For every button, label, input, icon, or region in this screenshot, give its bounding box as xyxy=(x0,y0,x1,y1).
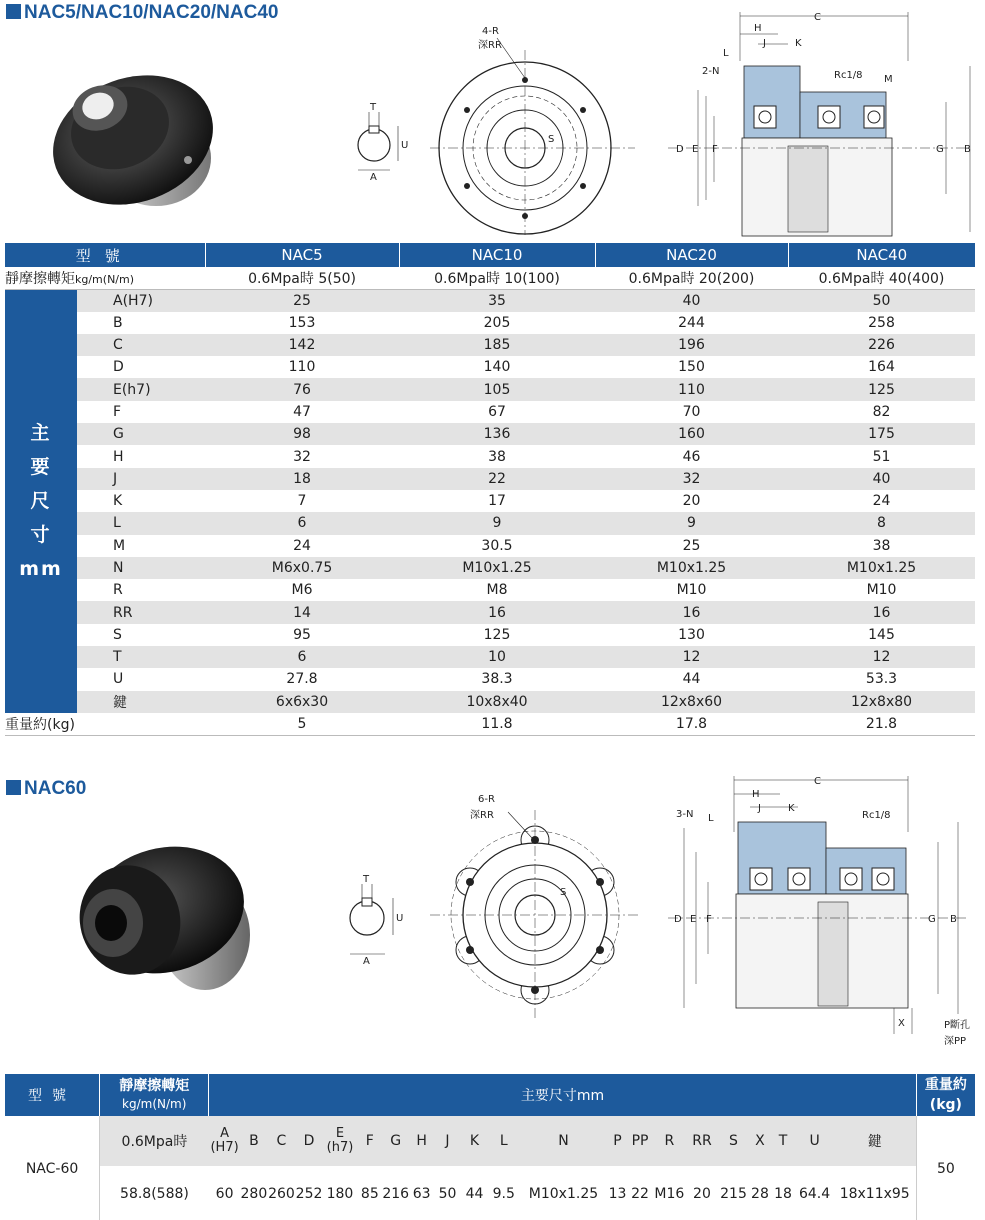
cell-value: 27.8 xyxy=(286,671,318,688)
t2-cell-value: M10x1.25 xyxy=(520,1166,608,1220)
t2-column-header: S xyxy=(718,1116,750,1166)
section-title-nac60: NAC60 xyxy=(6,778,86,800)
label-t: T xyxy=(370,102,377,113)
table-row xyxy=(5,468,975,490)
cell-value: 164 xyxy=(868,359,895,376)
table-row xyxy=(5,423,975,445)
t2-column-header: U xyxy=(795,1116,833,1166)
t2-cell-value: 280 xyxy=(240,1166,267,1220)
label-p-2: P斷孔 xyxy=(944,1020,971,1031)
cell-value: 40 xyxy=(788,468,975,490)
table-row xyxy=(5,624,975,646)
label-k-2: K xyxy=(788,803,795,814)
row-label: M xyxy=(113,537,126,554)
t2-weight-value: 50 xyxy=(916,1116,975,1220)
label-s: S xyxy=(548,134,555,145)
label-l: L xyxy=(723,48,729,59)
cell-value: 40 xyxy=(595,289,788,311)
cell-value: 67 xyxy=(488,403,506,420)
cell-value: 25 xyxy=(205,289,399,311)
label-a: A xyxy=(370,172,377,183)
cell-value: M6x0.75 xyxy=(205,557,399,579)
table-row xyxy=(5,490,975,512)
torque-nac40: 0.6Mpa時 40(400) xyxy=(788,267,975,289)
table-row xyxy=(5,646,975,668)
row-label: C xyxy=(77,334,205,356)
t2-column-header: A (H7) xyxy=(209,1116,241,1166)
cell-value: 153 xyxy=(288,314,316,331)
header-nac10: NAC10 xyxy=(399,243,595,267)
label-h-2: H xyxy=(752,789,760,800)
label-holes: 4-R xyxy=(482,26,499,37)
t2-cell-value: 180 xyxy=(323,1166,358,1220)
label-holes-2: 6-R xyxy=(478,794,495,805)
label-depth-2: 深RR xyxy=(470,810,494,821)
row-label: N xyxy=(77,557,205,579)
cell-value: 22 xyxy=(399,468,595,490)
label-f-2: F xyxy=(706,914,712,925)
keyway-drawing-1 xyxy=(350,100,420,185)
cell-value: 105 xyxy=(399,378,595,400)
t2-cell-value: 18 xyxy=(771,1166,796,1220)
label-c-2: C xyxy=(814,776,821,787)
cell-value: 145 xyxy=(868,626,895,643)
table-row xyxy=(5,312,975,334)
t2-cell-value: M16 xyxy=(652,1166,686,1220)
label-l-2: L xyxy=(708,813,714,824)
row-label: D xyxy=(113,359,124,376)
cell-value: 82 xyxy=(872,403,891,420)
cell-value: 98 xyxy=(205,423,399,445)
cell-value: 16 xyxy=(788,601,975,623)
cell-value: 51 xyxy=(872,448,891,465)
t2-cell-value: 60 xyxy=(209,1166,241,1220)
t2-cell-value: 85 xyxy=(357,1166,382,1220)
keyway-drawing-2 xyxy=(345,870,415,965)
cell-value: 205 xyxy=(483,314,511,331)
label-u-2: U xyxy=(396,913,404,924)
t2-column-header: T xyxy=(771,1116,796,1166)
cell-value: 10x8x40 xyxy=(399,691,595,713)
section-view-drawing-2 xyxy=(668,772,985,1052)
row-label: RR xyxy=(77,601,205,623)
weight-value: 17.8 xyxy=(595,713,788,735)
cell-value: 20 xyxy=(682,493,701,510)
row-label: K xyxy=(113,493,123,510)
torque-row xyxy=(5,267,975,289)
cell-value: M10 xyxy=(676,582,707,599)
t2-cell-value: 18x11x95 xyxy=(834,1166,917,1220)
row-label: B xyxy=(113,314,123,331)
cell-value: 32 xyxy=(293,448,311,465)
row-label: G xyxy=(77,423,205,445)
cell-value: 160 xyxy=(595,423,788,445)
t2-header-torque: 靜摩擦轉矩 kg/m(N/m) xyxy=(100,1074,209,1116)
label-n: 2-N xyxy=(702,66,720,77)
cell-value: 125 xyxy=(483,626,511,643)
front-view-drawing-2 xyxy=(430,790,640,1020)
torque-nac5: 0.6Mpa時 5(50) xyxy=(205,267,399,289)
cell-value: M6 xyxy=(291,582,313,599)
weight-value: 11.8 xyxy=(399,713,595,735)
row-label: H xyxy=(113,448,124,465)
header-nac20: NAC20 xyxy=(595,243,788,267)
weight-row xyxy=(5,713,975,735)
t2-column-header: D xyxy=(296,1116,323,1166)
cell-value: 244 xyxy=(678,314,705,331)
row-label: 鍵 xyxy=(77,691,205,713)
t2-cell-value: 20 xyxy=(686,1166,718,1220)
section-view-drawing-1 xyxy=(668,6,980,242)
label-c: C xyxy=(814,12,821,23)
label-x-2: X xyxy=(898,1018,905,1029)
t2-column-header: L xyxy=(488,1116,520,1166)
t2-column-header: B xyxy=(240,1116,267,1166)
cell-value: 16 xyxy=(399,601,595,623)
cell-value: 175 xyxy=(788,423,975,445)
row-label: S xyxy=(113,626,122,643)
cell-value: 14 xyxy=(205,601,399,623)
clutch-photo-nac60 xyxy=(55,825,255,1005)
header-nac40: NAC40 xyxy=(788,243,975,267)
torque-nac10: 0.6Mpa時 10(100) xyxy=(399,267,595,289)
table-row xyxy=(5,535,975,557)
row-label: L xyxy=(77,512,205,534)
table-row xyxy=(5,289,975,311)
t2-torque-value: 58.8(588) xyxy=(100,1166,209,1220)
cell-value: 44 xyxy=(682,671,701,688)
row-label: R xyxy=(113,582,123,599)
cell-value: 142 xyxy=(205,334,399,356)
title-square-icon xyxy=(6,4,21,19)
table2-value-row xyxy=(5,1166,975,1220)
label-g-2: G xyxy=(928,914,936,925)
t2-cell-value: 44 xyxy=(461,1166,488,1220)
header-nac5: NAC5 xyxy=(205,243,399,267)
t2-cell-value: 22 xyxy=(628,1166,653,1220)
cell-value: 35 xyxy=(399,289,595,311)
label-d: D xyxy=(676,144,684,155)
cell-value: 30.5 xyxy=(481,537,513,554)
cell-value: 18 xyxy=(205,468,399,490)
t2-model: NAC-60 xyxy=(5,1116,100,1220)
t2-column-header: C xyxy=(267,1116,295,1166)
t2-torque-label: 0.6Mpa時 xyxy=(100,1116,209,1166)
cell-value: 38 xyxy=(872,537,891,554)
label-j: J xyxy=(763,38,766,49)
cell-value: 12 xyxy=(595,646,788,668)
cell-value: 110 xyxy=(288,359,316,376)
t2-column-header: H xyxy=(409,1116,434,1166)
t2-header-model: 型號 xyxy=(5,1074,100,1116)
t2-header-weight: 重量約 (kg) xyxy=(916,1074,975,1116)
cell-value: 6 xyxy=(205,646,399,668)
cell-value: 32 xyxy=(595,468,788,490)
label-rc: Rc1/8 xyxy=(834,70,863,81)
label-depth: 深RR xyxy=(478,40,502,51)
cell-value: 8 xyxy=(788,512,975,534)
table-row xyxy=(5,557,975,579)
row-label: A(H7) xyxy=(77,289,205,311)
label-b-2: B xyxy=(950,914,957,925)
cell-value: 16 xyxy=(595,601,788,623)
row-label: U xyxy=(113,671,124,688)
table-row xyxy=(5,378,975,400)
header-model: 型號 xyxy=(5,243,205,267)
cell-value: 76 xyxy=(205,378,399,400)
table-row xyxy=(5,356,975,378)
clutch-photo-nac5 xyxy=(38,40,223,212)
label-u: U xyxy=(401,140,409,151)
cell-value: 150 xyxy=(678,359,705,376)
cell-value: 50 xyxy=(788,289,975,311)
table2-header-row xyxy=(5,1074,975,1116)
row-label: J xyxy=(77,468,205,490)
title-square-icon xyxy=(6,780,21,795)
cell-value: M10x1.25 xyxy=(399,557,595,579)
t2-cell-value: 9.5 xyxy=(488,1166,520,1220)
table-row xyxy=(5,401,975,423)
t2-cell-value: 28 xyxy=(749,1166,770,1220)
cell-value: 38 xyxy=(488,448,506,465)
cell-value: 17 xyxy=(488,493,506,510)
t2-column-header: 鍵 xyxy=(834,1116,917,1166)
cell-value: 24 xyxy=(872,493,891,510)
label-h: H xyxy=(754,23,762,34)
cell-value: 7 xyxy=(297,493,307,510)
cell-value: 110 xyxy=(595,378,788,400)
label-g: G xyxy=(936,144,944,155)
t2-column-header: G xyxy=(382,1116,409,1166)
weight-label: 重量約(kg) xyxy=(5,713,205,735)
cell-value: 136 xyxy=(399,423,595,445)
t2-cell-value: 63 xyxy=(409,1166,434,1220)
cell-value: M8 xyxy=(486,582,508,599)
table2-column-row xyxy=(5,1116,975,1166)
t2-cell-value: 252 xyxy=(296,1166,323,1220)
torque-label: 靜摩擦轉矩kg/m(N/m) xyxy=(5,267,205,289)
t2-cell-value: 64.4 xyxy=(795,1166,833,1220)
cell-value: M10 xyxy=(866,582,897,599)
t2-column-header: N xyxy=(520,1116,608,1166)
section-title-nac5-40: NAC5/NAC10/NAC20/NAC40 xyxy=(6,2,278,24)
spec-table-nac60 xyxy=(5,1074,975,1220)
cell-value: 258 xyxy=(868,314,895,331)
torque-nac20: 0.6Mpa時 20(200) xyxy=(595,267,788,289)
t2-column-header: E (h7) xyxy=(323,1116,358,1166)
label-e-2: E xyxy=(690,914,697,925)
cell-value: 6 xyxy=(205,512,399,534)
label-j-2: J xyxy=(758,803,761,814)
cell-value: M10x1.25 xyxy=(788,557,975,579)
label-n-2: 3-N xyxy=(676,809,694,820)
label-s-2: S xyxy=(560,887,567,898)
spec-table-nac5-40 xyxy=(5,243,975,736)
t2-cell-value: 215 xyxy=(718,1166,750,1220)
label-e: E xyxy=(692,144,699,155)
weight-value: 21.8 xyxy=(788,713,975,735)
label-k: K xyxy=(795,38,802,49)
cell-value: 38.3 xyxy=(481,671,513,688)
row-label: F xyxy=(113,403,122,420)
cell-value: 185 xyxy=(399,334,595,356)
table-row xyxy=(5,601,975,623)
row-label: T xyxy=(77,646,205,668)
row-label: E(h7) xyxy=(77,378,205,400)
label-d-2: D xyxy=(674,914,682,925)
table-row xyxy=(5,579,975,601)
t2-column-header: R xyxy=(652,1116,686,1166)
t2-column-header: F xyxy=(357,1116,382,1166)
label-a-2: A xyxy=(363,956,370,965)
cell-value: 53.3 xyxy=(865,671,898,688)
front-view-drawing-1 xyxy=(430,20,640,240)
cell-value: 25 xyxy=(682,537,701,554)
table-row xyxy=(5,691,975,713)
label-t-2: T xyxy=(363,874,370,885)
table-row xyxy=(5,334,975,356)
t2-column-header: K xyxy=(461,1116,488,1166)
t2-column-header: J xyxy=(434,1116,461,1166)
cell-value: 6x6x30 xyxy=(205,691,399,713)
t2-column-header: PP xyxy=(628,1116,653,1166)
cell-value: 12 xyxy=(788,646,975,668)
t2-column-header: P xyxy=(607,1116,627,1166)
side-label-main-dims: 主 要 尺 寸 mm xyxy=(5,289,77,713)
cell-value: 24 xyxy=(293,537,311,554)
cell-value: 70 xyxy=(682,403,701,420)
label-pp-2: 深PP xyxy=(944,1036,967,1047)
t2-column-header: RR xyxy=(686,1116,718,1166)
cell-value: 9 xyxy=(595,512,788,534)
t2-cell-value: 13 xyxy=(607,1166,627,1220)
t2-column-header: X xyxy=(749,1116,770,1166)
label-rc-2: Rc1/8 xyxy=(862,810,891,821)
label-f: F xyxy=(712,144,718,155)
label-m: M xyxy=(884,74,893,85)
label-b: B xyxy=(964,144,971,155)
cell-value: 12x8x60 xyxy=(595,691,788,713)
t2-header-dims: 主要尺寸mm xyxy=(209,1074,916,1116)
cell-value: 46 xyxy=(682,448,701,465)
t2-cell-value: 260 xyxy=(267,1166,295,1220)
t2-cell-value: 216 xyxy=(382,1166,409,1220)
table-row xyxy=(5,668,975,690)
table-header-row xyxy=(5,243,975,267)
cell-value: 12x8x80 xyxy=(788,691,975,713)
cell-value: 125 xyxy=(788,378,975,400)
cell-value: M10x1.25 xyxy=(595,557,788,579)
cell-value: 226 xyxy=(788,334,975,356)
cell-value: 196 xyxy=(595,334,788,356)
cell-value: 10 xyxy=(399,646,595,668)
cell-value: 140 xyxy=(483,359,511,376)
weight-value: 5 xyxy=(205,713,399,735)
table-row xyxy=(5,512,975,534)
cell-value: 130 xyxy=(678,626,705,643)
cell-value: 47 xyxy=(293,403,311,420)
t2-cell-value: 50 xyxy=(434,1166,461,1220)
cell-value: 95 xyxy=(293,626,311,643)
cell-value: 9 xyxy=(399,512,595,534)
table-row xyxy=(5,445,975,467)
